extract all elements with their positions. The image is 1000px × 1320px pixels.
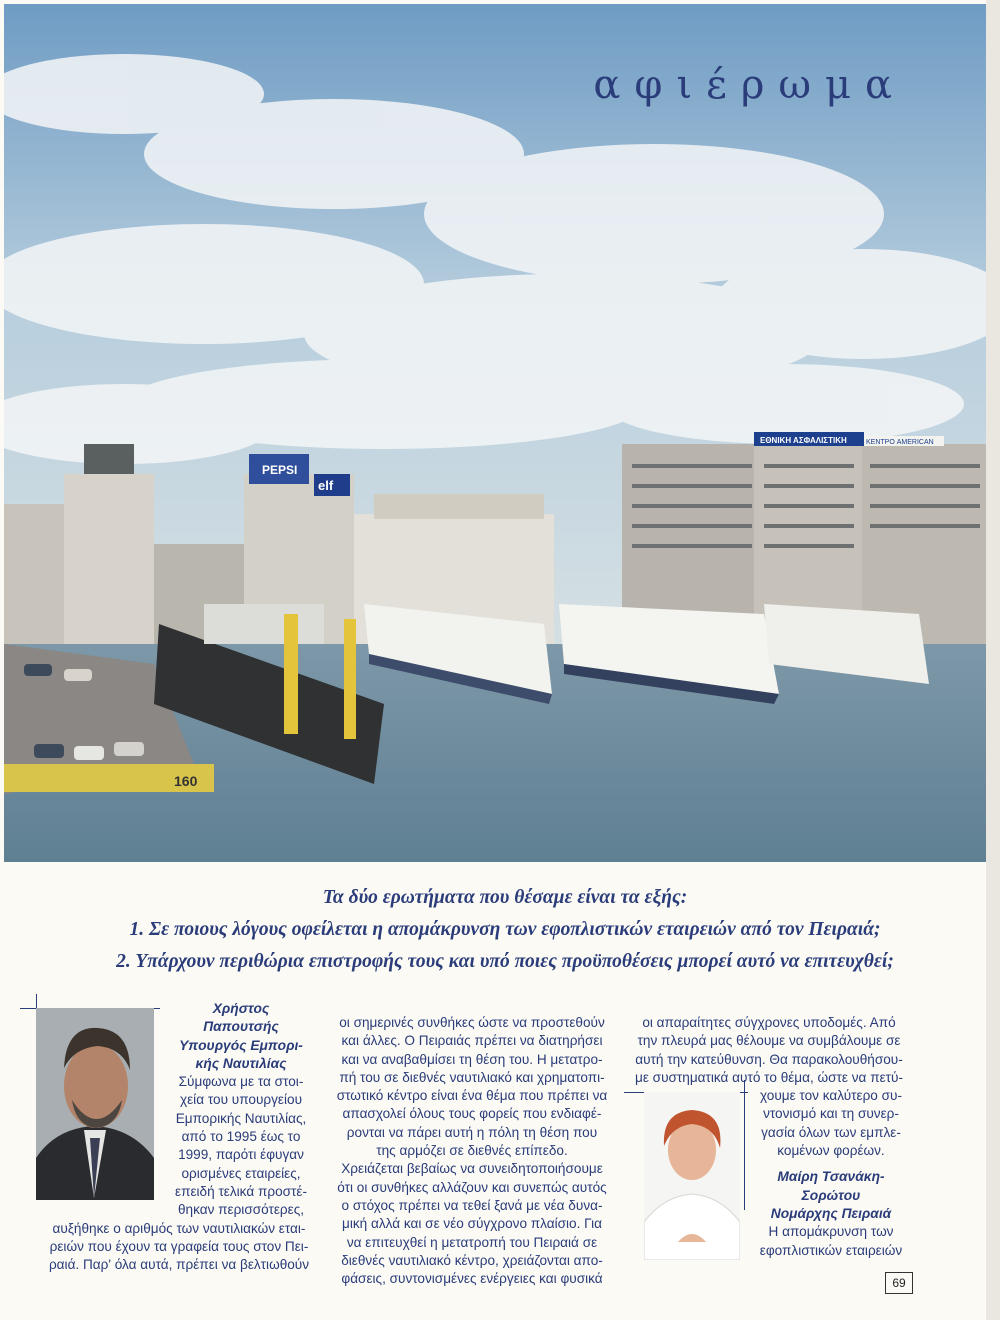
role-line: Νομάρχης Πειραιά <box>770 1205 892 1221</box>
name-line: Παπουτσής <box>203 1019 279 1035</box>
intro-line-2: 1. Σε ποιους λόγους οφείλεται η απομάκρυνση των εφοπλιστικών εταιρειών από τον Πειραιά; <box>129 919 881 940</box>
text-line: απασχολεί όλους τους φορείς που ενδιαφέ- <box>342 1106 602 1122</box>
text-line: ρειών που έχουν τα γραφεία τους στον Πει- <box>49 1238 309 1254</box>
american-sign: ΚΕΝΤΡΟ AMERICAN <box>866 439 934 446</box>
text-line: φάσεις, συντονισμένες ενέργειες και φυσικά <box>341 1271 603 1287</box>
text-line: αυτή την κατεύθυνση. Θα παρακολουθήσου- <box>635 1051 903 1067</box>
text-line: οι απαραίτητες σύγχρονες υποδομές. Από <box>642 1015 896 1030</box>
text-line: αυξήθηκε ο αριθμός των ναυτιλιακών εται- <box>52 1220 306 1236</box>
text-line: πή του σε διεθνές ναυτιλιακό και χρηματοπι- <box>339 1069 605 1085</box>
name-line: Μαίρη Τσανάκη- <box>777 1169 885 1185</box>
section-title: αφιέρωμα <box>593 62 906 108</box>
text-line: από το 1995 έως το <box>181 1129 301 1145</box>
text-line: επειδή τελικά προστέ- <box>175 1183 307 1199</box>
elf-sign: elf <box>318 478 334 493</box>
text-line: ρονται να πάρει αυτή η πόλη τη θέση που <box>346 1124 598 1140</box>
text-line: διεθνές ναυτιλιακό κέντρο, χρειάζονται απο- <box>341 1252 603 1268</box>
text-line: γασία όλων των εμπλε- <box>761 1124 901 1140</box>
text-line: 1999, παρότι έφυγαν <box>178 1147 304 1163</box>
name-line: Χρήστος <box>212 1001 270 1016</box>
article-column-1 <box>34 1000 324 1274</box>
page-number: 69 <box>885 1272 913 1294</box>
intro-line-3: 2. Υπάρχουν περιθώρια επιστροφής τους και υπό ποιες προϋποθέσεις μπορεί αυτό να επιτευχθεί; <box>116 951 894 972</box>
tsanaki-name <box>748 1168 914 1223</box>
text-line: χεία του υπουργείου <box>179 1092 303 1108</box>
text-line: κομένων φορέων. <box>777 1143 885 1159</box>
text-line: ντονισμό και τη συνερ- <box>763 1106 899 1122</box>
text-line: Εμπορικής Ναυτιλίας, <box>175 1110 307 1126</box>
text-line: ο στόχος πρέπει να τεθεί ξανά με νέα δυνα- <box>341 1197 603 1213</box>
role-line: κής Ναυτιλίας <box>195 1055 287 1071</box>
text-line: μική αλλά και σε νέο σύγχρονο πλαίσιο. Για <box>342 1216 602 1232</box>
text-line: ραιά. Παρ' όλα αυτά, πρέπει να βελτιωθούν <box>48 1257 310 1273</box>
text-line: να επιτευχθεί η μετατροπή του Πειραιά σε <box>346 1234 598 1250</box>
text-line: ότι οι συνθήκες αλλάζουν και συνεπώς αυτός <box>337 1179 607 1195</box>
papoutsis-full-text <box>34 1220 324 1275</box>
tsanaki-wrapped-text <box>748 1087 914 1260</box>
papoutsis-wrapped-text <box>158 1000 324 1220</box>
intro-questions <box>60 882 950 978</box>
text-line: εφοπλιστικών εταιρειών <box>759 1242 903 1258</box>
article-column-3 <box>624 1014 914 1260</box>
name-line: Σορώτου <box>801 1187 861 1203</box>
papoutsis-name <box>158 1000 324 1073</box>
text-line: στωτικό κέντρο είναι ένα θέμα που πρέπει να <box>336 1088 608 1104</box>
text-line: Σύμφωνα με τα στοι- <box>178 1074 304 1090</box>
text-line: Η απομάκρυνση των <box>768 1224 894 1240</box>
text-line: θηκαν περισσότερες, <box>177 1202 305 1218</box>
bank-sign: ΕΘΝΙΚΗ ΑΣΦΑΛΙΣΤΙΚΗ <box>760 436 847 445</box>
page-edge <box>986 0 1000 1320</box>
pier-number: 160 <box>174 773 198 789</box>
role-line: Υπουργός Εμπορι- <box>179 1037 303 1053</box>
text-line: την πλευρά μας θέλουμε να συμβάλουμε σε <box>637 1033 901 1049</box>
intro-line-1: Τα δύο ερωτήματα που θέσαμε είναι τα εξής: <box>322 887 688 908</box>
text-line: με συστηματικά αυτό το θέμα, ώστε να πετύ- <box>635 1069 903 1085</box>
column3-top <box>624 1014 914 1087</box>
text-line: Χρειάζεται βεβαίως να συνειδητοποιήσουμε <box>341 1161 603 1177</box>
pepsi-sign: PEPSI <box>262 463 298 477</box>
text-line: χουμε τον καλύτερο συ- <box>760 1088 902 1104</box>
text-line: και να αναβαθμίσει τη θέση του. Η μετατρο- <box>341 1051 603 1067</box>
harbor-photo <box>4 4 986 862</box>
text-line: ορισμένες εταιρείες, <box>181 1165 301 1181</box>
text-line: της αρμόζει σε διεθνές επίπεδο. <box>376 1143 568 1159</box>
article-column-2 <box>332 1014 612 1288</box>
text-line: οι σημερινές συνθήκες ώστε να προστεθούν <box>339 1015 605 1030</box>
text-line: και άλλες. Ο Πειραιάς πρέπει να διατηρήσει <box>341 1033 603 1049</box>
